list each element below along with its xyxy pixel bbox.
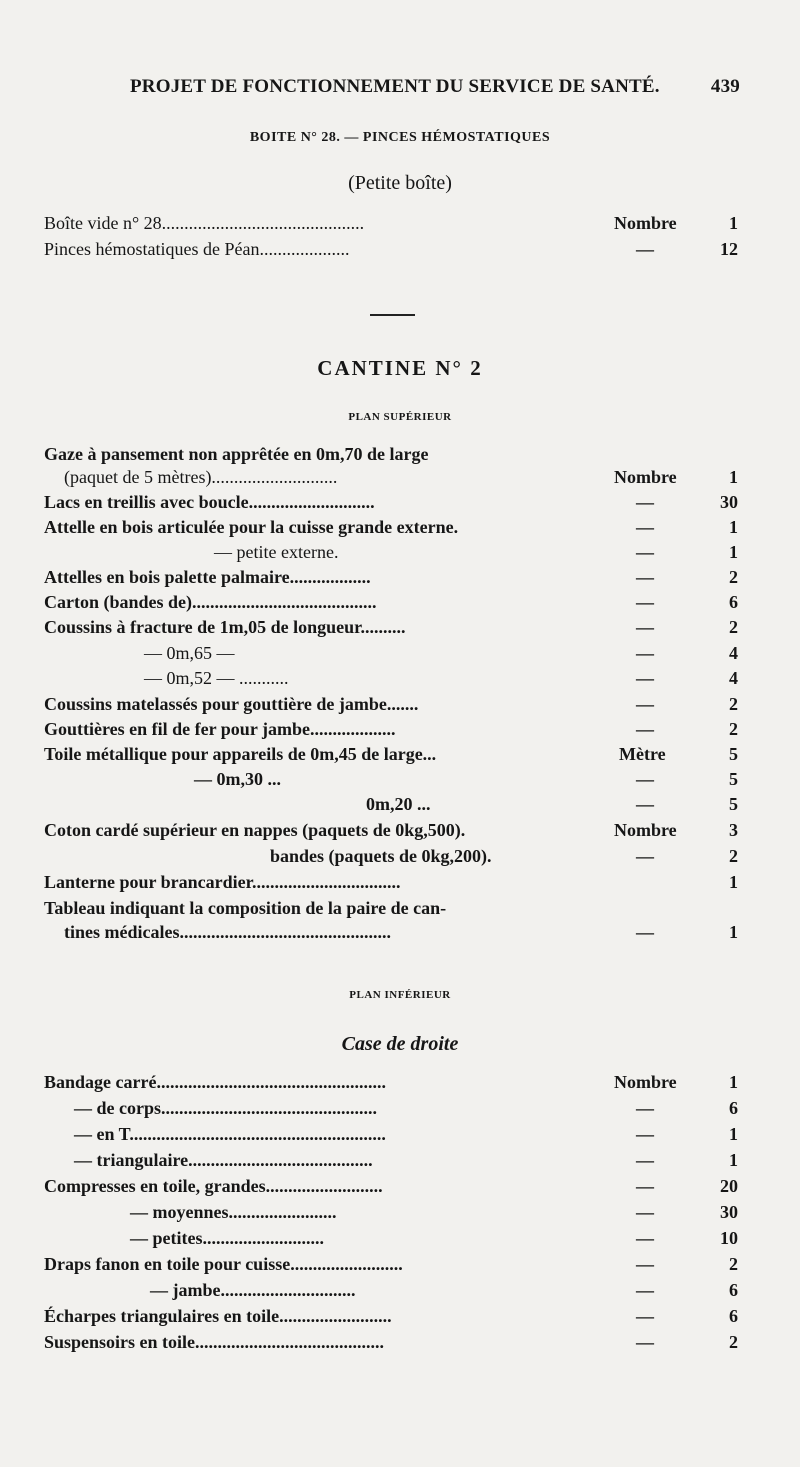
list-item — [44, 744, 744, 768]
item-label: Pinces hémostatiques de Péan.................... — [44, 239, 350, 259]
list-item — [44, 239, 744, 263]
list-item — [44, 668, 744, 692]
item-unit: — — [636, 1098, 654, 1118]
item-unit: Nombre — [614, 820, 677, 840]
list-item — [44, 1176, 744, 1200]
list-item — [44, 1150, 744, 1174]
item-unit: — — [636, 1306, 654, 1326]
item-unit: — — [636, 517, 654, 537]
item-label: Attelles en bois palette palmaire.................. — [44, 567, 371, 587]
item-label: — jambe.............................. — [150, 1280, 356, 1300]
item-unit: — — [636, 592, 654, 612]
item-label: — petite externe. — [214, 542, 339, 562]
item-unit: Mètre — [619, 744, 666, 764]
item-label: Bandage carré................................................... — [44, 1072, 386, 1092]
item-quantity: 1 — [729, 1124, 738, 1144]
item-quantity: 2 — [729, 719, 738, 739]
list-item — [44, 444, 744, 468]
case-title: Case de droite — [341, 1033, 459, 1055]
list-item — [44, 922, 744, 946]
item-label: Gaze à pansement non apprêtée en 0m,70 de large — [44, 444, 429, 464]
item-label: Gouttières en fil de fer pour jambe................... — [44, 719, 396, 739]
list-item — [44, 1072, 744, 1096]
item-unit: — — [636, 567, 654, 587]
item-quantity: 4 — [729, 643, 738, 663]
item-unit: — — [636, 643, 654, 663]
item-label: — en T......................................................... — [74, 1124, 386, 1144]
item-unit: — — [636, 1254, 654, 1274]
item-unit: — — [636, 1124, 654, 1144]
item-unit: — — [636, 1228, 654, 1248]
item-label: Suspensoirs en toile.......................................... — [44, 1332, 385, 1352]
item-quantity: 1 — [729, 542, 738, 562]
list-item — [44, 898, 744, 922]
list-item — [44, 1280, 744, 1304]
item-quantity: 30 — [720, 1202, 738, 1222]
item-unit: Nombre — [614, 213, 677, 233]
item-label: — 0m,30 ... — [194, 769, 281, 789]
list-item — [44, 1098, 744, 1122]
item-quantity: 10 — [720, 1228, 738, 1248]
list-item — [44, 769, 744, 793]
item-quantity: 30 — [720, 492, 738, 512]
item-label: Coussins à fracture de 1m,05 de longueur.......... — [44, 617, 406, 637]
item-quantity: 2 — [729, 617, 738, 637]
list-item — [44, 492, 744, 516]
item-label: Écharpes triangulaires en toile......................... — [44, 1306, 392, 1326]
running-title: PROJET DE FONCTIONNEMENT DU SERVICE DE SANTÉ. — [130, 76, 660, 97]
item-label: Boîte vide n° 28............................................. — [44, 213, 365, 233]
item-quantity: 3 — [729, 820, 738, 840]
item-unit: — — [636, 1150, 654, 1170]
item-unit: — — [636, 668, 654, 688]
list-item — [44, 694, 744, 718]
item-unit: — — [636, 542, 654, 562]
item-quantity: 5 — [729, 794, 738, 814]
item-quantity: 2 — [729, 694, 738, 714]
item-label: Draps fanon en toile pour cuisse......................... — [44, 1254, 403, 1274]
item-unit: Nombre — [614, 467, 677, 487]
item-label: (paquet de 5 mètres)............................ — [64, 467, 338, 487]
item-unit: — — [636, 694, 654, 714]
item-quantity: 6 — [729, 1280, 738, 1300]
item-quantity: 5 — [729, 769, 738, 789]
item-unit: — — [636, 1280, 654, 1300]
item-label: Coussins matelassés pour gouttière de jambe....... — [44, 694, 419, 714]
item-label: Carton (bandes de)......................................... — [44, 592, 377, 612]
item-quantity: 6 — [729, 1098, 738, 1118]
item-label: — moyennes........................ — [130, 1202, 337, 1222]
item-unit: — — [636, 769, 654, 789]
item-unit: — — [636, 617, 654, 637]
boite-title: BOITE N° 28. — PINCES HÉMOSTATIQUES — [249, 130, 551, 145]
page-number: 439 — [710, 76, 740, 97]
item-unit: — — [636, 1176, 654, 1196]
item-quantity: 12 — [720, 239, 738, 259]
item-quantity: 2 — [729, 846, 738, 866]
item-unit: — — [636, 1202, 654, 1222]
list-item — [44, 820, 744, 844]
item-label: — 0m,52 — ........... — [144, 668, 289, 688]
cantine-title: CANTINE N° 2 — [317, 356, 483, 380]
item-unit: — — [636, 846, 654, 866]
item-label: tines médicales............................................... — [64, 922, 391, 942]
item-quantity: 6 — [729, 592, 738, 612]
item-quantity: 2 — [729, 1254, 738, 1274]
list-item — [44, 1202, 744, 1226]
item-label: Lanterne pour brancardier................................. — [44, 872, 401, 892]
item-quantity: 1 — [729, 517, 738, 537]
item-quantity: 20 — [720, 1176, 738, 1196]
plan-superieur-title: PLAN SUPÉRIEUR — [348, 411, 452, 423]
list-item — [44, 567, 744, 591]
list-item — [44, 719, 744, 743]
list-item — [44, 794, 744, 818]
item-unit: — — [636, 794, 654, 814]
item-quantity: 2 — [729, 567, 738, 587]
item-unit: — — [636, 922, 654, 942]
list-item — [44, 213, 744, 237]
item-unit: — — [636, 492, 654, 512]
list-item — [44, 542, 744, 566]
list-item — [44, 1254, 744, 1278]
item-quantity: 5 — [729, 744, 738, 764]
item-label: Coton cardé supérieur en nappes (paquets de 0kg,500). — [44, 820, 466, 840]
item-label: Attelle en bois articulée pour la cuisse grande externe. — [44, 517, 459, 537]
item-label: Tableau indiquant la composition de la paire de can- — [44, 898, 447, 918]
item-unit: — — [636, 719, 654, 739]
item-quantity: 1 — [729, 213, 738, 233]
list-item — [44, 517, 744, 541]
item-quantity: 6 — [729, 1306, 738, 1326]
item-quantity: 1 — [729, 872, 738, 892]
item-unit: — — [636, 239, 654, 259]
list-item — [44, 592, 744, 616]
item-label: — triangulaire......................................... — [74, 1150, 373, 1170]
running-header — [130, 76, 740, 98]
item-label: — 0m,65 — — [144, 643, 235, 663]
item-label: bandes (paquets de 0kg,200). — [270, 846, 492, 866]
item-unit: — — [636, 1332, 654, 1352]
list-item — [44, 1228, 744, 1252]
list-item — [44, 467, 744, 491]
list-item — [44, 1332, 744, 1356]
list-item — [44, 846, 744, 870]
item-quantity: 1 — [729, 922, 738, 942]
item-quantity: 1 — [729, 1150, 738, 1170]
item-unit: Nombre — [614, 1072, 677, 1092]
item-quantity: 1 — [729, 467, 738, 487]
item-quantity: 4 — [729, 668, 738, 688]
list-item — [44, 1306, 744, 1330]
item-label: Toile métallique pour appareils de 0m,45 de large... — [44, 744, 437, 764]
list-item — [44, 617, 744, 641]
item-quantity: 2 — [729, 1332, 738, 1352]
item-label: Lacs en treillis avec boucle............................ — [44, 492, 375, 512]
boite-subtitle: (Petite boîte) — [348, 172, 452, 194]
list-item — [44, 872, 744, 896]
item-quantity: 1 — [729, 1072, 738, 1092]
section-divider — [370, 314, 415, 316]
plan-inferieur-title: PLAN INFÉRIEUR — [349, 989, 451, 1001]
item-label: 0m,20 ... — [366, 794, 431, 814]
item-label: Compresses en toile, grandes.......................... — [44, 1176, 383, 1196]
list-item — [44, 1124, 744, 1148]
item-label: — petites........................... — [130, 1228, 324, 1248]
item-label: — de corps................................................ — [74, 1098, 377, 1118]
list-item — [44, 643, 744, 667]
